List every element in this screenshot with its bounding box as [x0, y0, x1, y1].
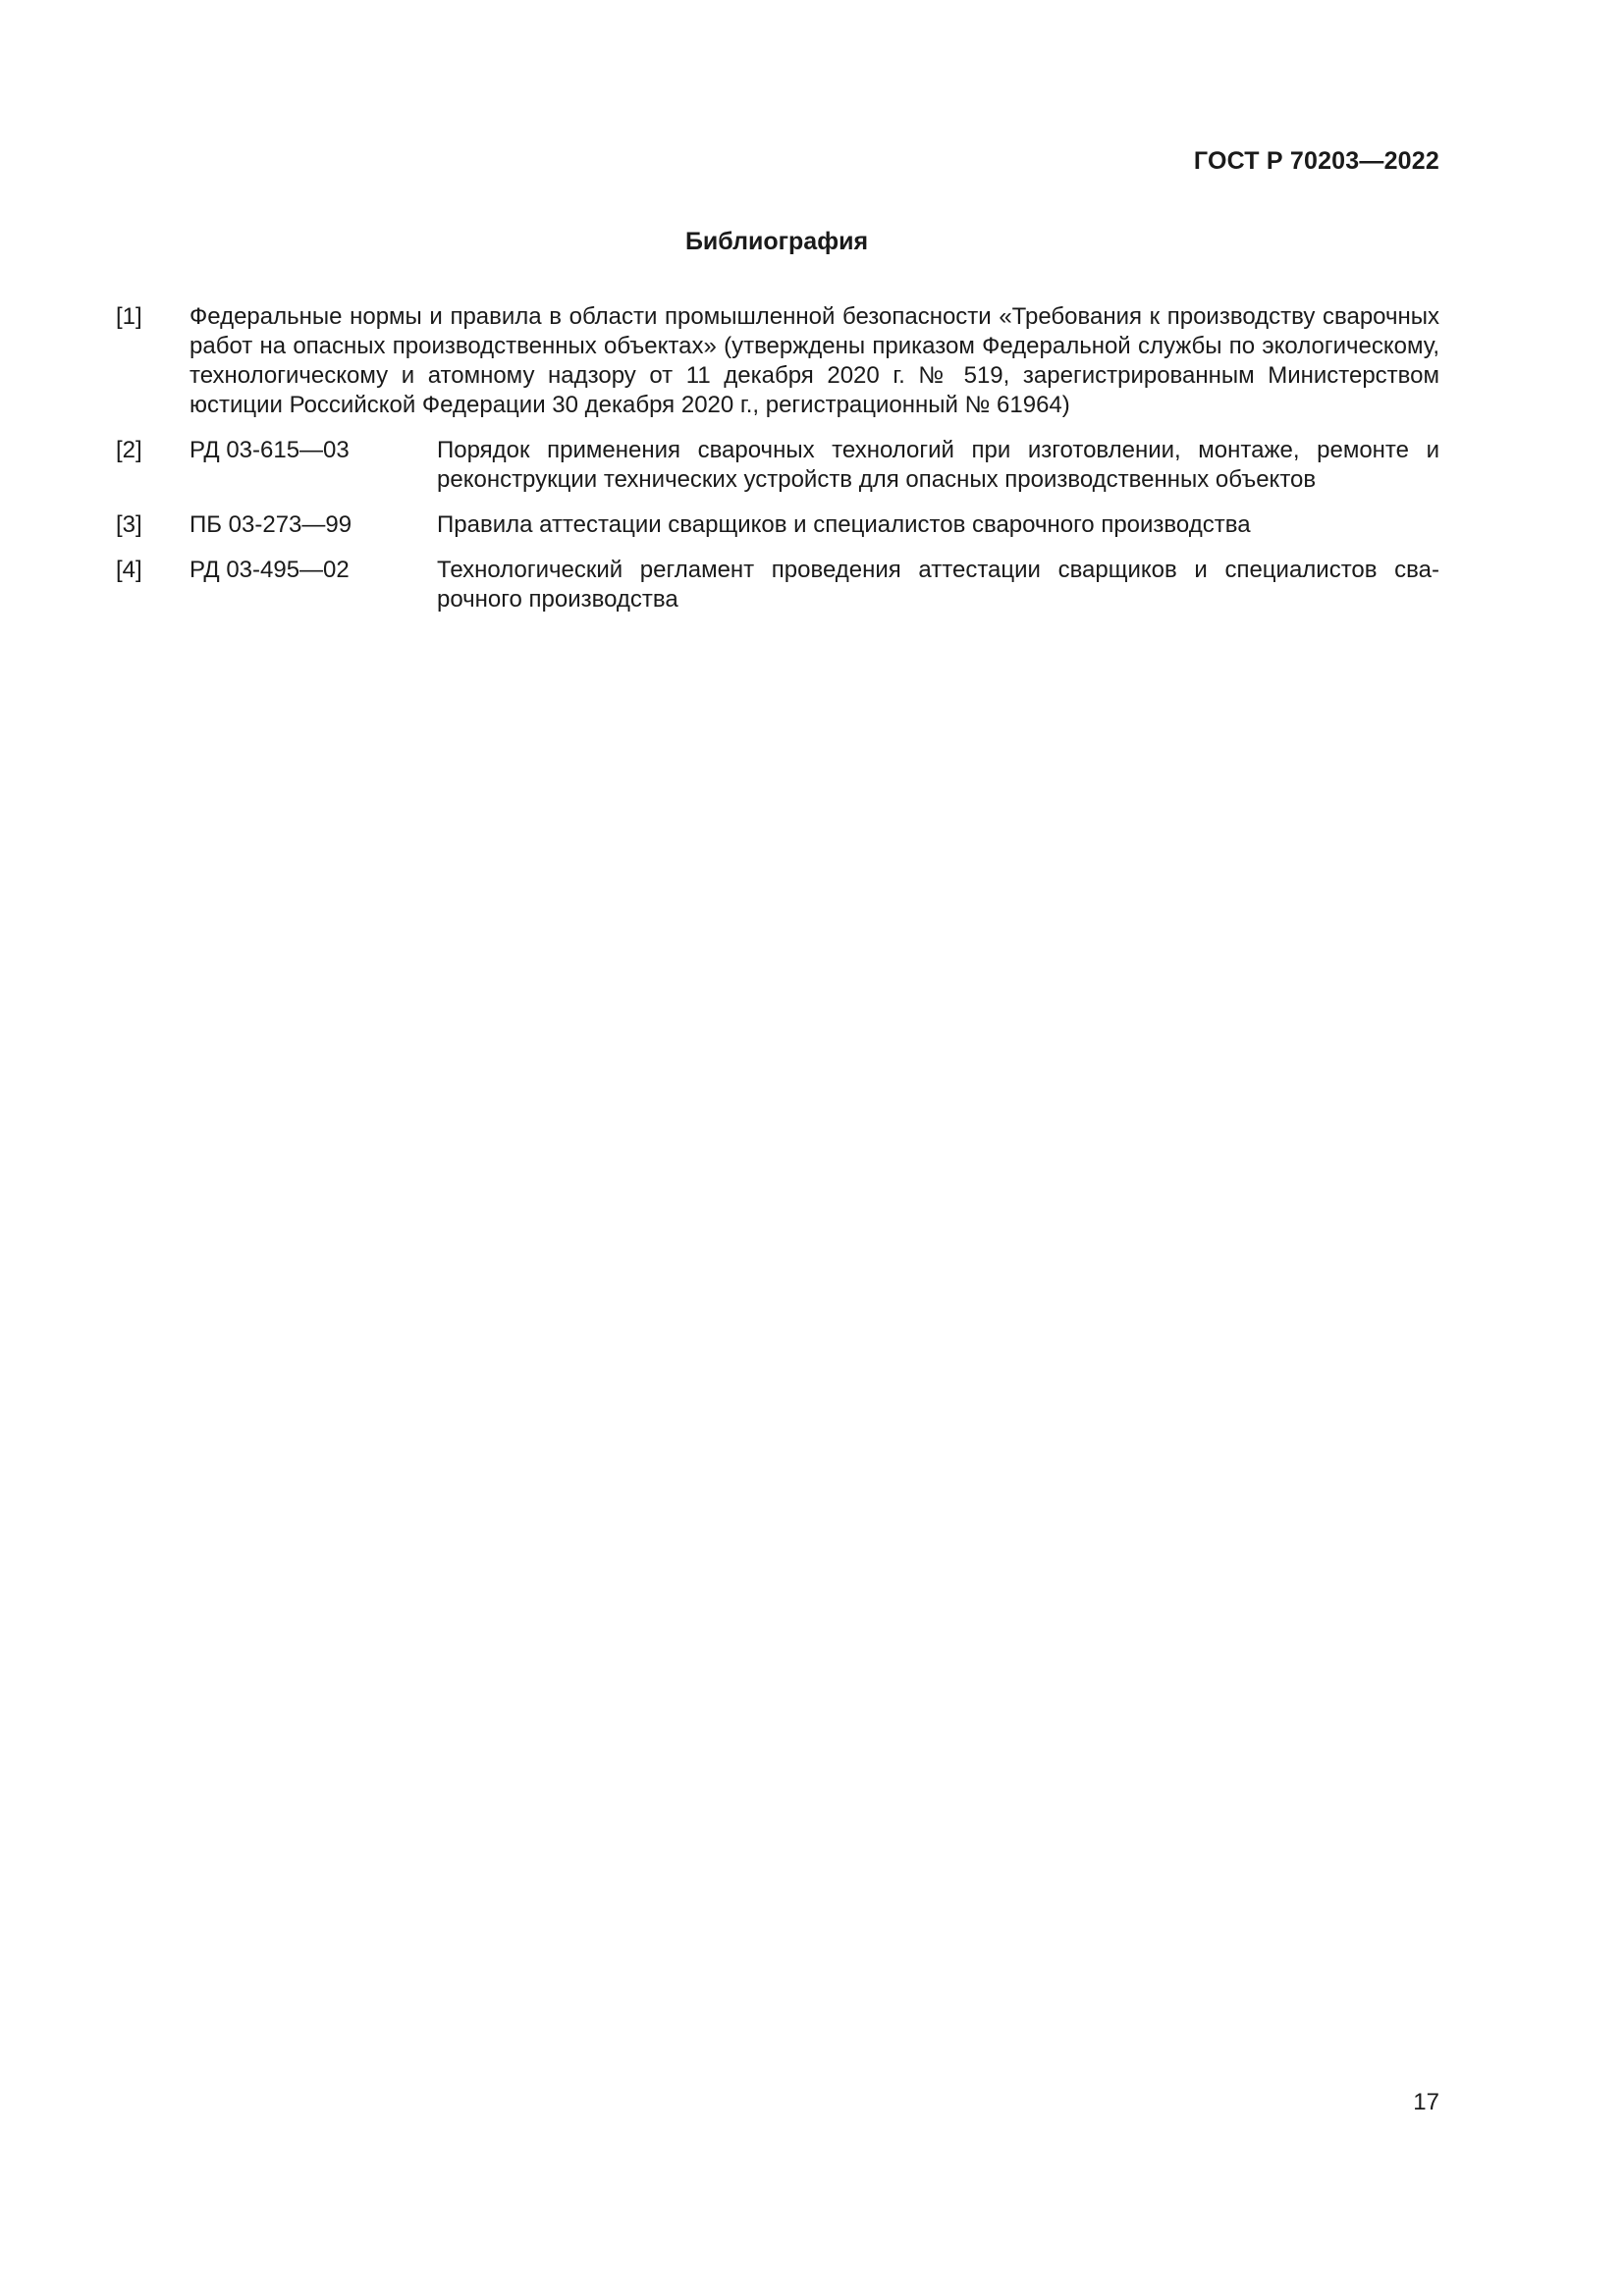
- entry-code: ПБ 03-273—99: [189, 511, 352, 538]
- entry-text: Технологический регламент проведения аттестации сварщиков и специалистов сварочного производства: [437, 557, 1439, 613]
- entry-text: Федеральные нормы и правила в области промышленной безопасности «Требования к производству сварочных работ на опасных производственных объектах» (утверждены приказом Федеральной службы по экологическому, технологическому и атомному надзору от 11 декабря 2020 г. № 519, зарегистрированным Министерством юстиции Российской Федерации 30 декабря 2020 г., регистрационный № 61964): [189, 303, 1439, 418]
- bibliography-entry: [116, 556, 1439, 614]
- entry-code: РД 03-495—02: [189, 557, 350, 583]
- entry-text: Правила аттестации сварщиков и специалистов сварочного производства: [437, 511, 1251, 538]
- bibliography-title: Библиография: [684, 228, 869, 255]
- entry-number: [4]: [116, 557, 142, 583]
- bibliography-list: [116, 302, 1439, 630]
- entry-text: Порядок применения сварочных технологий при изготовлении, монтаже, ремонте и реконструкции технических устройств для опасных производственных объектов: [437, 437, 1439, 493]
- entry-number: [3]: [116, 511, 142, 538]
- bibliography-entry: [116, 436, 1439, 495]
- bibliography-entry: [116, 302, 1439, 420]
- document-code: ГОСТ Р 70203—2022: [1193, 147, 1439, 175]
- entry-number: [1]: [116, 303, 142, 330]
- entry-code: РД 03-615—03: [189, 437, 350, 463]
- bibliography-entry: [116, 510, 1439, 540]
- page-number: 17: [1413, 2089, 1439, 2115]
- entry-number: [2]: [116, 437, 142, 463]
